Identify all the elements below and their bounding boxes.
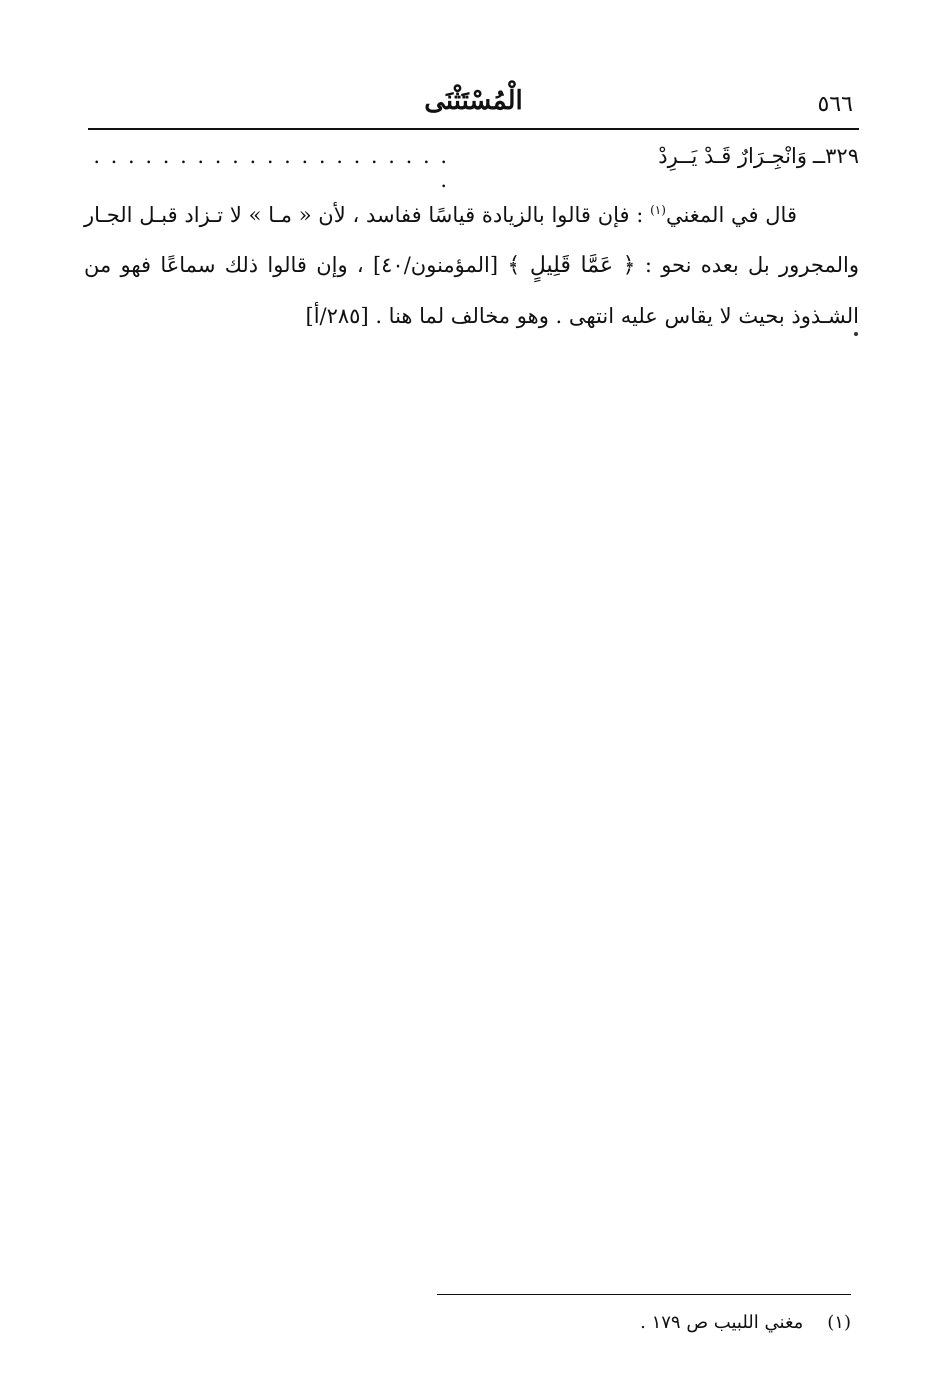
- footnote-number: (١): [827, 1312, 851, 1333]
- commentary-paragraph: [84, 190, 859, 341]
- footnote-reference: (١): [650, 203, 666, 217]
- commentary-text-start: قال في المغني: [665, 203, 797, 227]
- footnote: [437, 1308, 851, 1338]
- page-header: [88, 86, 859, 130]
- verse-second-half-dots: . . . . . . . . . . . . . . . . . . . . . .: [93, 144, 449, 192]
- verse-line: [88, 138, 859, 192]
- footnote-rule: [437, 1294, 851, 1295]
- header-rule: [88, 128, 859, 130]
- page-number: ٥٦٦: [817, 92, 853, 117]
- quran-quotation: ﴿ عَمَّا قَلِيلٍ ﴾: [507, 253, 636, 278]
- running-title: الْمُسْتَثْنَى: [424, 86, 523, 116]
- verse-number: ٣٢٩ــ: [812, 144, 859, 168]
- verse-first-half: وَانْجِـرَارٌ قَـدْ يَــرِدْ: [658, 144, 807, 168]
- stray-ink-dot: [854, 332, 858, 336]
- footnote-text: مغني اللبيب ص ١٧٩ .: [640, 1312, 804, 1333]
- commentary-text-middle: : فإن قالوا بالزيادة قياسًا ففاسد ، لأن « مـا » لا تـزاد قبـل الجـار والمجرور بل بعده نحو :: [84, 203, 859, 277]
- commentary-text-end: [المؤمنون/٤٠] ، وإن قالوا ذلك سماعًا فهو من الشـذوذ بحيث لا يقاس عليه انتهى . وهو مخالف لما هنا . [٢٨٥/أ]: [84, 253, 859, 328]
